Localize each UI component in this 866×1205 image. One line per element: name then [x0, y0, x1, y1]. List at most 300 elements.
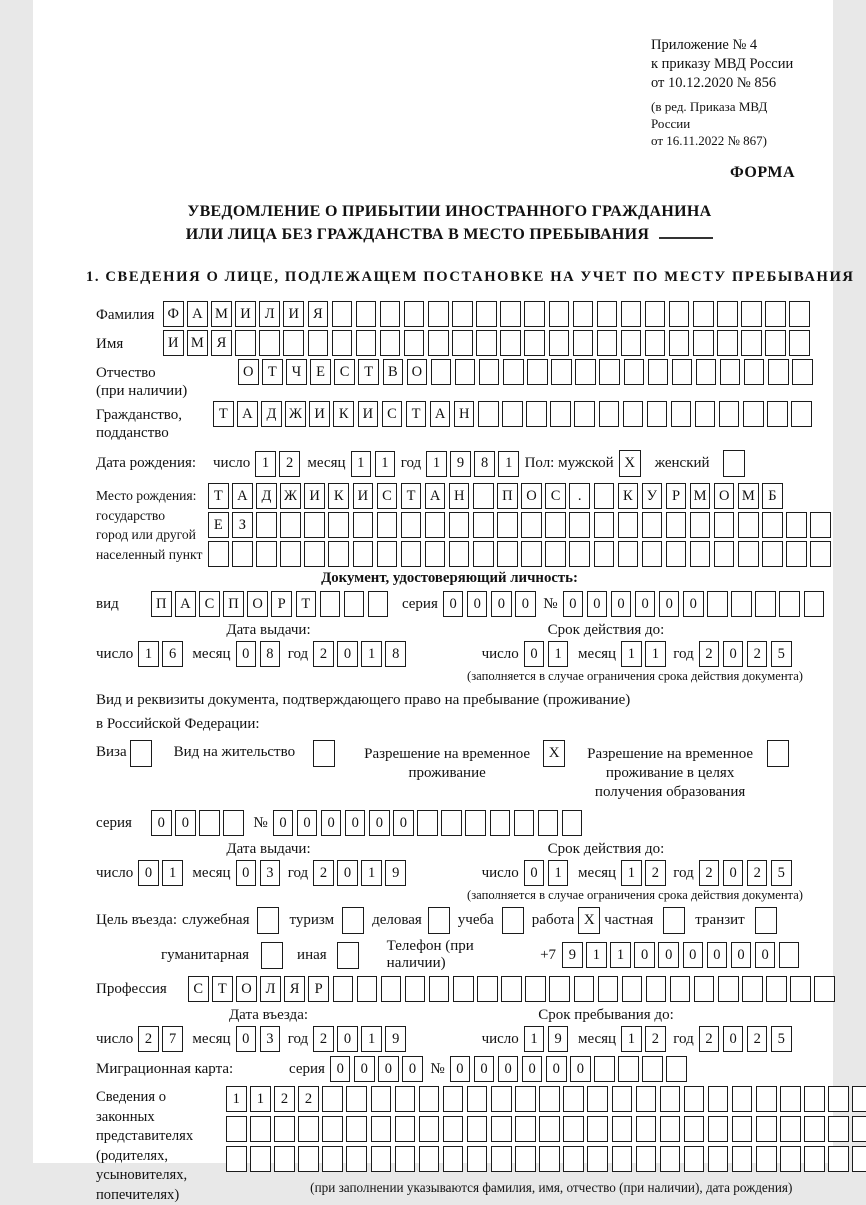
char-cell[interactable]: Т	[262, 359, 283, 385]
char-cell[interactable]	[594, 512, 615, 538]
char-cell[interactable]	[380, 330, 401, 356]
char-cell[interactable]	[328, 512, 349, 538]
char-cell[interactable]: Д	[261, 401, 282, 427]
char-cell[interactable]	[539, 1086, 560, 1112]
char-cell[interactable]: 8	[474, 451, 495, 477]
char-cell[interactable]	[524, 330, 545, 356]
temp-residence-checkbox[interactable]: X	[543, 740, 565, 767]
char-cell[interactable]	[346, 1086, 367, 1112]
char-cell[interactable]: 1	[621, 641, 642, 667]
char-cell[interactable]	[425, 541, 446, 567]
char-cell[interactable]: 0	[635, 591, 656, 617]
char-cell[interactable]	[569, 541, 590, 567]
char-cell[interactable]	[642, 1056, 663, 1082]
char-cell[interactable]: 1	[524, 1026, 545, 1052]
char-cell[interactable]: 0	[546, 1056, 567, 1082]
char-cell[interactable]: Н	[449, 483, 470, 509]
char-cell[interactable]: 0	[659, 591, 680, 617]
char-cell[interactable]: 0	[634, 942, 655, 968]
char-cell[interactable]	[828, 1146, 849, 1172]
char-cell[interactable]	[419, 1086, 440, 1112]
char-cell[interactable]	[256, 541, 277, 567]
char-cell[interactable]	[526, 401, 547, 427]
char-cell[interactable]	[768, 359, 789, 385]
purpose-study-checkbox[interactable]	[502, 907, 524, 934]
char-cell[interactable]: 0	[354, 1056, 375, 1082]
char-cell[interactable]	[569, 512, 590, 538]
char-cell[interactable]	[762, 541, 783, 567]
char-cell[interactable]: 0	[707, 942, 728, 968]
char-cell[interactable]	[767, 401, 788, 427]
char-cell[interactable]	[642, 541, 663, 567]
char-cell[interactable]	[501, 976, 522, 1002]
char-cell[interactable]	[503, 359, 524, 385]
char-cell[interactable]	[332, 330, 353, 356]
char-cell[interactable]: 1	[498, 451, 519, 477]
char-cell[interactable]: 0	[515, 591, 536, 617]
char-cell[interactable]: 0	[236, 1026, 257, 1052]
char-cell[interactable]: 5	[771, 1026, 792, 1052]
char-cell[interactable]	[852, 1146, 866, 1172]
char-cell[interactable]	[524, 301, 545, 327]
char-cell[interactable]	[732, 1116, 753, 1142]
char-cell[interactable]	[618, 512, 639, 538]
char-cell[interactable]	[621, 301, 642, 327]
char-cell[interactable]	[587, 1146, 608, 1172]
char-cell[interactable]	[695, 401, 716, 427]
char-cell[interactable]: 0	[337, 641, 358, 667]
char-cell[interactable]	[694, 976, 715, 1002]
char-cell[interactable]	[642, 512, 663, 538]
char-cell[interactable]: 0	[563, 591, 584, 617]
char-cell[interactable]	[346, 1146, 367, 1172]
char-cell[interactable]	[636, 1146, 657, 1172]
char-cell[interactable]	[549, 301, 570, 327]
char-cell[interactable]	[670, 976, 691, 1002]
char-cell[interactable]	[304, 512, 325, 538]
char-cell[interactable]: 1	[361, 1026, 382, 1052]
char-cell[interactable]	[280, 512, 301, 538]
char-cell[interactable]	[419, 1116, 440, 1142]
char-cell[interactable]: 7	[162, 1026, 183, 1052]
char-cell[interactable]: С	[545, 483, 566, 509]
char-cell[interactable]: Я	[308, 301, 329, 327]
char-cell[interactable]	[280, 541, 301, 567]
char-cell[interactable]	[647, 401, 668, 427]
char-cell[interactable]	[417, 810, 438, 836]
char-cell[interactable]: Ф	[163, 301, 184, 327]
visa-checkbox[interactable]	[130, 740, 152, 767]
char-cell[interactable]	[491, 1086, 512, 1112]
char-cell[interactable]	[786, 541, 807, 567]
char-cell[interactable]	[344, 591, 365, 617]
char-cell[interactable]: 2	[645, 860, 666, 886]
char-cell[interactable]	[395, 1146, 416, 1172]
char-cell[interactable]	[717, 330, 738, 356]
char-cell[interactable]: П	[497, 483, 518, 509]
char-cell[interactable]: О	[238, 359, 259, 385]
char-cell[interactable]	[707, 591, 728, 617]
char-cell[interactable]	[539, 1146, 560, 1172]
char-cell[interactable]	[521, 512, 542, 538]
char-cell[interactable]	[539, 1116, 560, 1142]
char-cell[interactable]: 1	[162, 860, 183, 886]
char-cell[interactable]	[598, 976, 619, 1002]
char-cell[interactable]: 2	[747, 641, 768, 667]
char-cell[interactable]: С	[377, 483, 398, 509]
char-cell[interactable]: 0	[755, 942, 776, 968]
residence-permit-checkbox[interactable]	[313, 740, 335, 767]
char-cell[interactable]	[738, 512, 759, 538]
char-cell[interactable]	[594, 541, 615, 567]
char-cell[interactable]	[573, 301, 594, 327]
char-cell[interactable]	[762, 512, 783, 538]
char-cell[interactable]	[479, 359, 500, 385]
char-cell[interactable]	[574, 401, 595, 427]
char-cell[interactable]	[599, 401, 620, 427]
char-cell[interactable]	[618, 541, 639, 567]
char-cell[interactable]	[693, 301, 714, 327]
char-cell[interactable]	[322, 1146, 343, 1172]
char-cell[interactable]	[645, 301, 666, 327]
char-cell[interactable]	[371, 1146, 392, 1172]
char-cell[interactable]: 1	[610, 942, 631, 968]
char-cell[interactable]	[814, 976, 835, 1002]
purpose-work-checkbox[interactable]: X	[578, 907, 600, 934]
char-cell[interactable]	[381, 976, 402, 1002]
char-cell[interactable]	[455, 359, 476, 385]
char-cell[interactable]: 0	[393, 810, 414, 836]
char-cell[interactable]	[405, 976, 426, 1002]
char-cell[interactable]	[563, 1116, 584, 1142]
char-cell[interactable]: 0	[273, 810, 294, 836]
char-cell[interactable]	[684, 1116, 705, 1142]
char-cell[interactable]	[587, 1116, 608, 1142]
char-cell[interactable]: .	[569, 483, 590, 509]
char-cell[interactable]: З	[232, 512, 253, 538]
char-cell[interactable]	[525, 976, 546, 1002]
char-cell[interactable]	[594, 483, 615, 509]
char-cell[interactable]: 3	[260, 860, 281, 886]
char-cell[interactable]	[660, 1116, 681, 1142]
char-cell[interactable]	[250, 1146, 271, 1172]
char-cell[interactable]: 9	[385, 860, 406, 886]
char-cell[interactable]	[804, 591, 825, 617]
char-cell[interactable]: 2	[747, 860, 768, 886]
char-cell[interactable]	[575, 359, 596, 385]
char-cell[interactable]: И	[358, 401, 379, 427]
char-cell[interactable]	[551, 359, 572, 385]
char-cell[interactable]	[765, 301, 786, 327]
char-cell[interactable]	[714, 541, 735, 567]
char-cell[interactable]	[298, 1146, 319, 1172]
char-cell[interactable]	[779, 591, 800, 617]
char-cell[interactable]	[755, 591, 776, 617]
char-cell[interactable]	[756, 1146, 777, 1172]
char-cell[interactable]	[666, 512, 687, 538]
char-cell[interactable]: А	[425, 483, 446, 509]
char-cell[interactable]	[477, 976, 498, 1002]
char-cell[interactable]	[478, 401, 499, 427]
char-cell[interactable]	[346, 1116, 367, 1142]
char-cell[interactable]	[453, 976, 474, 1002]
char-cell[interactable]	[353, 541, 374, 567]
char-cell[interactable]	[452, 301, 473, 327]
char-cell[interactable]: А	[187, 301, 208, 327]
char-cell[interactable]: 0	[151, 810, 172, 836]
char-cell[interactable]	[322, 1116, 343, 1142]
char-cell[interactable]	[718, 976, 739, 1002]
char-cell[interactable]	[732, 1086, 753, 1112]
char-cell[interactable]	[648, 359, 669, 385]
char-cell[interactable]	[684, 1086, 705, 1112]
char-cell[interactable]: 6	[162, 641, 183, 667]
char-cell[interactable]	[500, 301, 521, 327]
char-cell[interactable]: И	[304, 483, 325, 509]
char-cell[interactable]	[549, 976, 570, 1002]
char-cell[interactable]	[476, 330, 497, 356]
char-cell[interactable]	[810, 541, 831, 567]
char-cell[interactable]: 1	[548, 641, 569, 667]
char-cell[interactable]: 0	[236, 641, 257, 667]
char-cell[interactable]	[419, 1146, 440, 1172]
char-cell[interactable]: 0	[443, 591, 464, 617]
char-cell[interactable]	[804, 1086, 825, 1112]
char-cell[interactable]: Т	[212, 976, 233, 1002]
char-cell[interactable]	[671, 401, 692, 427]
char-cell[interactable]	[731, 591, 752, 617]
char-cell[interactable]	[223, 810, 244, 836]
char-cell[interactable]: А	[430, 401, 451, 427]
char-cell[interactable]: 0	[587, 591, 608, 617]
char-cell[interactable]: М	[187, 330, 208, 356]
char-cell[interactable]: 2	[645, 1026, 666, 1052]
char-cell[interactable]: 3	[260, 1026, 281, 1052]
char-cell[interactable]	[473, 483, 494, 509]
char-cell[interactable]	[377, 541, 398, 567]
char-cell[interactable]	[828, 1086, 849, 1112]
char-cell[interactable]	[428, 330, 449, 356]
char-cell[interactable]	[669, 301, 690, 327]
char-cell[interactable]	[741, 301, 762, 327]
char-cell[interactable]	[810, 512, 831, 538]
char-cell[interactable]	[645, 330, 666, 356]
char-cell[interactable]: 2	[279, 451, 300, 477]
char-cell[interactable]	[708, 1116, 729, 1142]
char-cell[interactable]: М	[690, 483, 711, 509]
char-cell[interactable]: 0	[491, 591, 512, 617]
char-cell[interactable]	[497, 512, 518, 538]
char-cell[interactable]: Б	[762, 483, 783, 509]
char-cell[interactable]	[332, 301, 353, 327]
char-cell[interactable]	[527, 359, 548, 385]
char-cell[interactable]	[199, 810, 220, 836]
char-cell[interactable]: И	[309, 401, 330, 427]
char-cell[interactable]: 0	[658, 942, 679, 968]
char-cell[interactable]: Ж	[285, 401, 306, 427]
char-cell[interactable]	[780, 1086, 801, 1112]
char-cell[interactable]: 0	[522, 1056, 543, 1082]
char-cell[interactable]	[443, 1086, 464, 1112]
char-cell[interactable]	[259, 330, 280, 356]
char-cell[interactable]: 0	[450, 1056, 471, 1082]
char-cell[interactable]: Н	[454, 401, 475, 427]
char-cell[interactable]: 0	[683, 942, 704, 968]
char-cell[interactable]: 1	[375, 451, 396, 477]
char-cell[interactable]	[226, 1146, 247, 1172]
char-cell[interactable]	[790, 976, 811, 1002]
char-cell[interactable]	[742, 976, 763, 1002]
char-cell[interactable]: И	[353, 483, 374, 509]
char-cell[interactable]: 0	[524, 641, 545, 667]
char-cell[interactable]	[714, 512, 735, 538]
char-cell[interactable]	[250, 1116, 271, 1142]
char-cell[interactable]	[449, 541, 470, 567]
char-cell[interactable]	[515, 1116, 536, 1142]
char-cell[interactable]: 9	[548, 1026, 569, 1052]
char-cell[interactable]	[283, 330, 304, 356]
char-cell[interactable]	[669, 330, 690, 356]
char-cell[interactable]	[380, 301, 401, 327]
char-cell[interactable]	[599, 359, 620, 385]
char-cell[interactable]	[789, 301, 810, 327]
char-cell[interactable]	[235, 330, 256, 356]
char-cell[interactable]	[612, 1086, 633, 1112]
char-cell[interactable]: 0	[175, 810, 196, 836]
char-cell[interactable]: П	[151, 591, 172, 617]
char-cell[interactable]: 2	[298, 1086, 319, 1112]
char-cell[interactable]	[401, 541, 422, 567]
char-cell[interactable]: 0	[297, 810, 318, 836]
char-cell[interactable]: К	[618, 483, 639, 509]
char-cell[interactable]	[684, 1146, 705, 1172]
temp-residence-education-checkbox[interactable]	[767, 740, 789, 767]
char-cell[interactable]: 2	[313, 641, 334, 667]
char-cell[interactable]: О	[247, 591, 268, 617]
char-cell[interactable]: С	[334, 359, 355, 385]
char-cell[interactable]: 8	[385, 641, 406, 667]
char-cell[interactable]: 1	[255, 451, 276, 477]
char-cell[interactable]	[720, 359, 741, 385]
char-cell[interactable]	[623, 401, 644, 427]
char-cell[interactable]	[514, 810, 535, 836]
char-cell[interactable]	[353, 512, 374, 538]
char-cell[interactable]: К	[333, 401, 354, 427]
char-cell[interactable]: 0	[683, 591, 704, 617]
char-cell[interactable]	[621, 330, 642, 356]
char-cell[interactable]: Р	[271, 591, 292, 617]
char-cell[interactable]: 0	[731, 942, 752, 968]
char-cell[interactable]	[545, 512, 566, 538]
char-cell[interactable]	[719, 401, 740, 427]
char-cell[interactable]: А	[237, 401, 258, 427]
char-cell[interactable]: 0	[378, 1056, 399, 1082]
char-cell[interactable]: И	[163, 330, 184, 356]
char-cell[interactable]	[443, 1116, 464, 1142]
char-cell[interactable]	[298, 1116, 319, 1142]
char-cell[interactable]	[852, 1116, 866, 1142]
char-cell[interactable]	[491, 1116, 512, 1142]
char-cell[interactable]: 5	[771, 860, 792, 886]
char-cell[interactable]	[804, 1146, 825, 1172]
char-cell[interactable]	[545, 541, 566, 567]
char-cell[interactable]: 0	[330, 1056, 351, 1082]
char-cell[interactable]	[646, 976, 667, 1002]
char-cell[interactable]	[791, 401, 812, 427]
char-cell[interactable]	[828, 1116, 849, 1142]
purpose-humanitarian-checkbox[interactable]	[261, 942, 283, 969]
char-cell[interactable]	[304, 541, 325, 567]
char-cell[interactable]	[500, 330, 521, 356]
purpose-transit-checkbox[interactable]	[755, 907, 777, 934]
char-cell[interactable]	[612, 1116, 633, 1142]
char-cell[interactable]	[618, 1056, 639, 1082]
char-cell[interactable]	[696, 359, 717, 385]
char-cell[interactable]: Л	[260, 976, 281, 1002]
char-cell[interactable]: 2	[699, 641, 720, 667]
char-cell[interactable]	[274, 1116, 295, 1142]
char-cell[interactable]	[502, 401, 523, 427]
char-cell[interactable]	[779, 942, 800, 968]
char-cell[interactable]: И	[235, 301, 256, 327]
char-cell[interactable]	[395, 1086, 416, 1112]
char-cell[interactable]	[743, 401, 764, 427]
char-cell[interactable]	[274, 1146, 295, 1172]
char-cell[interactable]	[473, 512, 494, 538]
char-cell[interactable]: Р	[666, 483, 687, 509]
char-cell[interactable]	[636, 1086, 657, 1112]
char-cell[interactable]: 9	[385, 1026, 406, 1052]
char-cell[interactable]	[371, 1086, 392, 1112]
char-cell[interactable]: 1	[361, 860, 382, 886]
char-cell[interactable]: 0	[474, 1056, 495, 1082]
char-cell[interactable]	[766, 976, 787, 1002]
char-cell[interactable]	[717, 301, 738, 327]
char-cell[interactable]	[308, 330, 329, 356]
char-cell[interactable]: Л	[259, 301, 280, 327]
char-cell[interactable]: 0	[321, 810, 342, 836]
char-cell[interactable]: 0	[138, 860, 159, 886]
char-cell[interactable]	[765, 330, 786, 356]
char-cell[interactable]	[441, 810, 462, 836]
char-cell[interactable]: У	[642, 483, 663, 509]
char-cell[interactable]	[786, 512, 807, 538]
char-cell[interactable]	[467, 1086, 488, 1112]
char-cell[interactable]: В	[383, 359, 404, 385]
char-cell[interactable]	[612, 1146, 633, 1172]
char-cell[interactable]: 0	[467, 591, 488, 617]
char-cell[interactable]	[563, 1146, 584, 1172]
char-cell[interactable]	[515, 1146, 536, 1172]
char-cell[interactable]: Т	[208, 483, 229, 509]
char-cell[interactable]: 0	[337, 860, 358, 886]
char-cell[interactable]: Ж	[280, 483, 301, 509]
char-cell[interactable]: А	[175, 591, 196, 617]
char-cell[interactable]: 1	[138, 641, 159, 667]
char-cell[interactable]: 2	[699, 1026, 720, 1052]
char-cell[interactable]: 1	[426, 451, 447, 477]
char-cell[interactable]	[550, 401, 571, 427]
purpose-commercial-checkbox[interactable]	[428, 907, 450, 934]
char-cell[interactable]	[672, 359, 693, 385]
char-cell[interactable]: Е	[208, 512, 229, 538]
char-cell[interactable]	[666, 1056, 687, 1082]
char-cell[interactable]	[328, 541, 349, 567]
char-cell[interactable]	[780, 1146, 801, 1172]
char-cell[interactable]: 9	[450, 451, 471, 477]
char-cell[interactable]	[597, 330, 618, 356]
char-cell[interactable]	[256, 512, 277, 538]
